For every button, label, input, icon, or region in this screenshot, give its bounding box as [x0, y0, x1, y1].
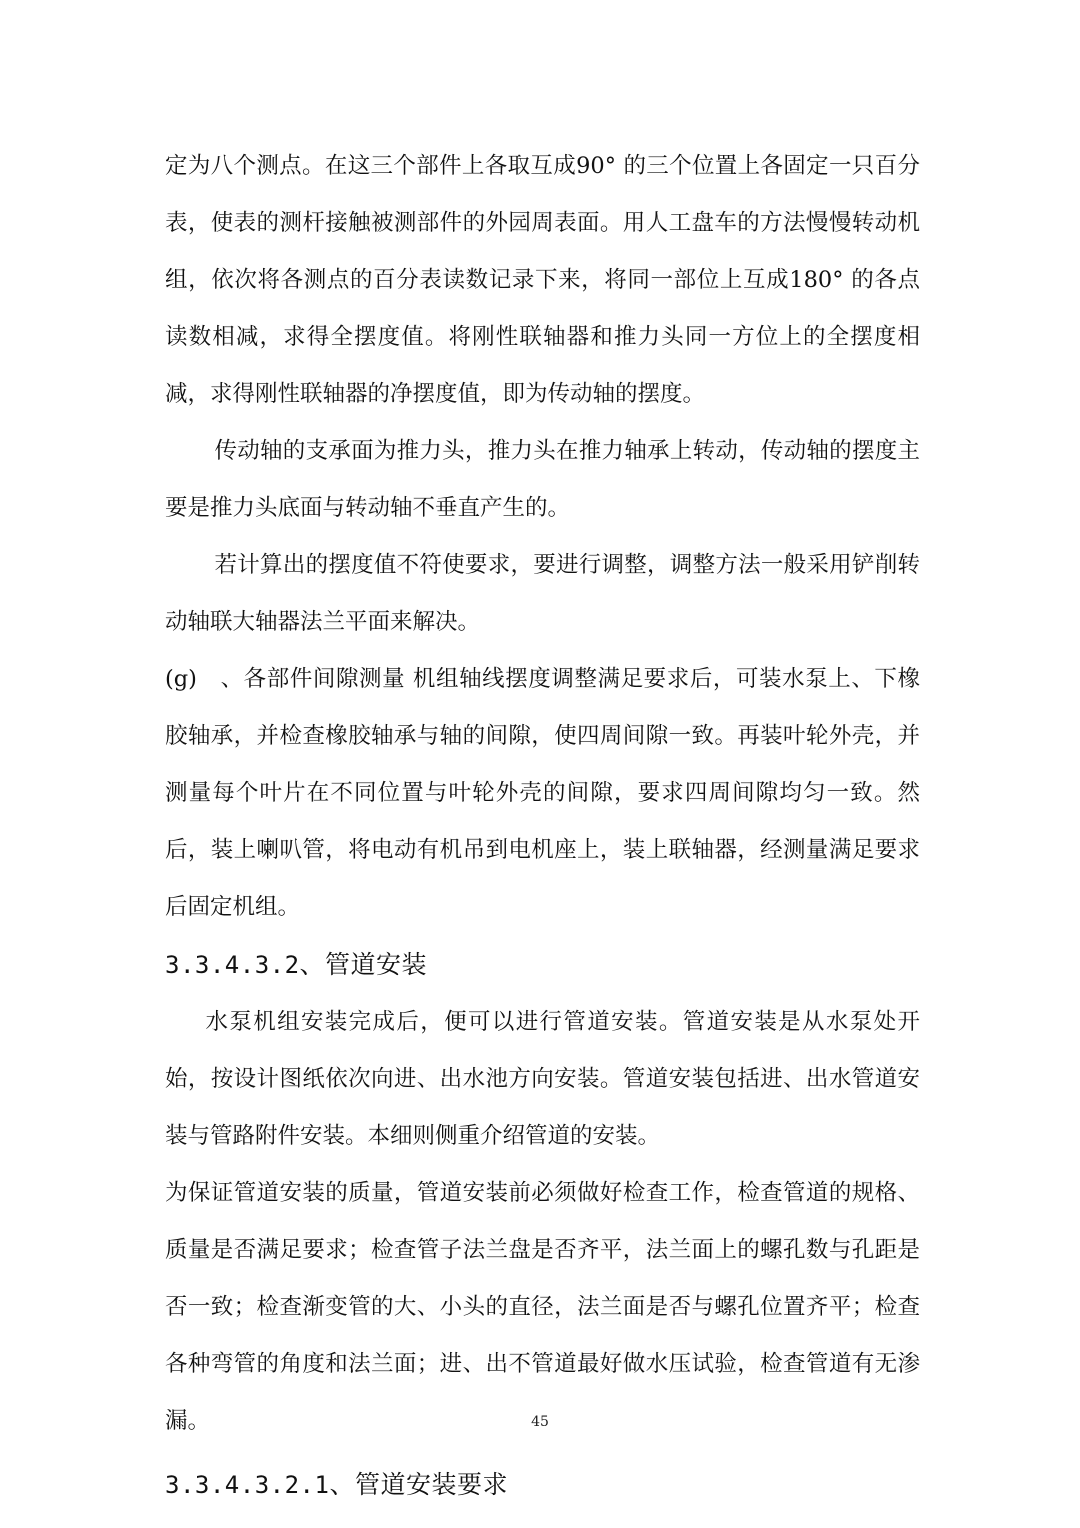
paragraph-pipe-inspection: 为保证管道安装的质量，管道安装前必须做好检查工作，检查管道的规格、质量是否满足要求；检查管子法兰盘是否齐平，法兰面上的螺孔数与孔距是否一致；检查渐变管的大、小头的直径，法兰面是否与螺孔位置齐平；检查各种弯管的角度和法兰面；进、出不管道最好做水压试验，检查管道有无渗漏。 [165, 1180, 920, 1434]
section-title: 、管道安装 [299, 950, 428, 979]
section-number: 3.3.4.3.2 [165, 951, 300, 979]
section-heading-pipe-requirements [165, 1456, 920, 1514]
page-content [165, 138, 920, 1514]
paragraph-thrust-head: 传动轴的支承面为推力头，推力头在推力轴承上转动，传动轴的摆度主要是推力头底面与转动轴不垂直产生的。 [165, 438, 920, 521]
paragraph-adjustment: 若计算出的摆度值不符使要求，要进行调整，调整方法一般采用铲削转动轴联大轴器法兰平面来解决。 [165, 552, 920, 635]
page-number: 45 [531, 1414, 549, 1430]
section-heading-pipe-installation [165, 936, 920, 994]
section-title: 、管道安装要求 [329, 1470, 508, 1499]
paragraph-clearance-measurement: (g) 、各部件间隙测量 机组轴线摆度调整满足要求后，可装水泵上、下橡胶轴承，并检查橡胶轴承与轴的间隙，使四周间隙一致。再装叶轮外壳，并测量每个叶片在不同位置与叶轮外壳的间隙，要求四周间隙均匀一致。然后，装上喇叭管，将电动有机吊到电机座上，装上联轴器，经测量满足要求后固定机组。 [165, 666, 920, 920]
paragraph-pipe-installation-intro: 水泵机组安装完成后，便可以进行管道安装。管道安装是从水泵处开始，按设计图纸依次向进、出水池方向安装。管道安装包括进、出水管道安装与管路附件安装。本细则侧重介绍管道的安装。 [165, 1009, 920, 1149]
section-number: 3.3.4.3.2.1 [165, 1471, 330, 1499]
paragraph-runout-measurement: 定为八个测点。在这三个部件上各取互成90° 的三个位置上各固定一只百分表，使表的测杆接触被测部件的外园周表面。用人工盘车的方法慢慢转动机组，依次将各测点的百分表读数记录下来，将同一部位上互成180° 的各点读数相减，求得全摆度值。将刚性联轴器和推力头同一方位上的全摆度相减，求得刚性联轴器的净摆度值，即为传动轴的摆度。 [165, 153, 920, 407]
